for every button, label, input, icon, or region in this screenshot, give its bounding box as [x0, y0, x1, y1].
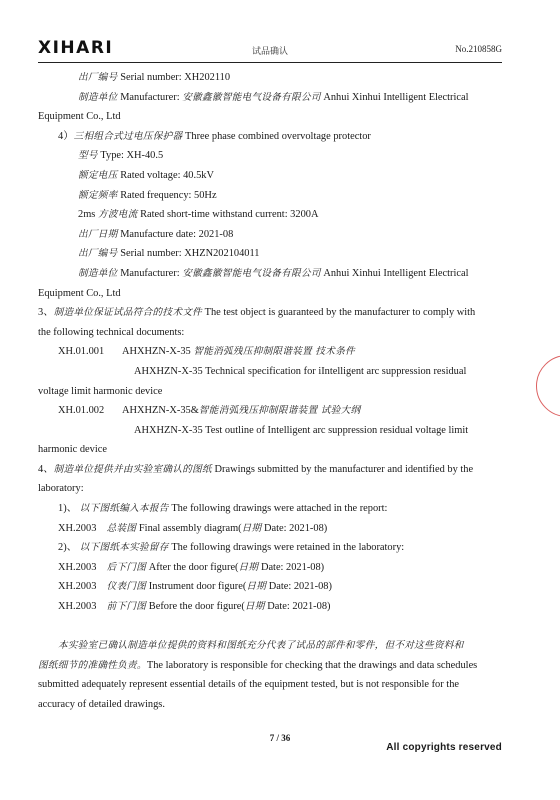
rated-voltage-line: 额定电压 Rated voltage: 40.5kV	[78, 169, 214, 181]
header-divider	[38, 62, 502, 63]
drawings-group-1: 1)、 以下图纸编入本报告 The following drawings were attached in the report:	[58, 503, 388, 515]
document-body	[38, 68, 502, 715]
doc-1-line: XH.01.001 AHXHZN-X-35 智能消弧残压抑制限谐装置 技术条件	[58, 346, 355, 358]
red-seal-stamp	[536, 355, 560, 417]
lab-note-line-1: 本实验室已确认制造单位提供的资料和图纸充分代表了试品的部件和零件，但不对这些资料和	[58, 640, 464, 652]
serial-number-line-2: 出厂编号 Serial number: XHZN202104011	[78, 248, 260, 260]
item-4-title: 4）三相组合式过电压保护器 Three phase combined overvoltage protector	[58, 130, 371, 142]
drawing-row: XH.2003 后下门图 After the door figure(日期 Date: 2021-08)	[58, 561, 325, 573]
company-logo: XIHARI	[38, 38, 114, 58]
type-line: 型号 Type: XH-40.5	[78, 150, 164, 162]
header-title: 试品确认	[251, 47, 288, 57]
doc-2-line: XH.01.002 AHXHZN-X-35&智能消弧残压抑制限谐装置 试验大纲	[58, 405, 361, 417]
drawing-row: XH.2003 前下门图 Before the door figure(日期 Date: 2021-08)	[58, 601, 331, 613]
lab-note-line-4: accuracy of detailed drawings.	[38, 699, 165, 710]
manufacture-date-line: 出厂日期 Manufacture date: 2021-08	[78, 228, 234, 240]
spacer	[38, 617, 502, 637]
drawing-row: XH.2003 仪表门图 Instrument door figure(日期 Date: 2021-08)	[58, 581, 332, 593]
withstand-current-line: 2ms 方波电流 Rated short-time withstand current: 3200A	[78, 209, 319, 221]
section-4-title-cont: laboratory:	[38, 483, 84, 495]
document-number: No.210858G	[455, 44, 502, 54]
lab-note-line-3: submitted adequately represent essential details of the equipment tested, but is not responsible for the	[38, 679, 459, 691]
section-4-title: 4、制造单位提供并由实验室确认的图纸 Drawings submitted by the manufacturer and identified by the	[38, 463, 474, 475]
lab-note-line-2: 图纸细节的准确性负责。The laboratory is responsible for checking that the drawings and data schedules	[38, 659, 478, 671]
doc-2-desc-cont: harmonic device	[38, 444, 107, 456]
manufacturer-line-cont: Equipment Co., Ltd	[38, 111, 121, 123]
manufacturer-line-2-cont: Equipment Co., Ltd	[38, 287, 121, 299]
manufacturer-line: 制造单位 Manufacturer: 安徽鑫徽智能电气设备有限公司 Anhui Xinhui Intelligent Electrical	[78, 91, 469, 103]
drawings-group-2: 2)、 以下图纸本实验留存 The following drawings were retained in the laboratory:	[58, 542, 405, 554]
copyright-notice: All copyrights reserved	[386, 742, 502, 753]
drawing-row: XH.2003 总装图 Final assembly diagram(日期 Date: 2021-08)	[58, 522, 328, 534]
doc-1-desc-cont: voltage limit harmonic device	[38, 385, 163, 397]
doc-2-desc: AHXHZN-X-35 Test outline of Intelligent arc suppression residual voltage limit	[134, 424, 469, 436]
section-3-title-cont: the following technical documents:	[38, 326, 185, 338]
serial-number-line: 出厂编号 Serial number: XH202110	[78, 72, 231, 83]
doc-1-desc: AHXHZN-X-35 Technical specification for iIntelligent arc suppression residual	[134, 365, 467, 377]
rated-frequency-line: 额定频率 Rated frequency: 50Hz	[78, 189, 217, 201]
section-3-title: 3、制造单位保证试品符合的技术文件 The test object is guaranteed by the manufacturer to comply with	[38, 307, 476, 319]
page-header	[38, 36, 502, 60]
page-number: 7 / 36	[269, 733, 291, 743]
manufacturer-line-2: 制造单位 Manufacturer: 安徽鑫徽智能电气设备有限公司 Anhui Xinhui Intelligent Electrical	[78, 267, 469, 279]
